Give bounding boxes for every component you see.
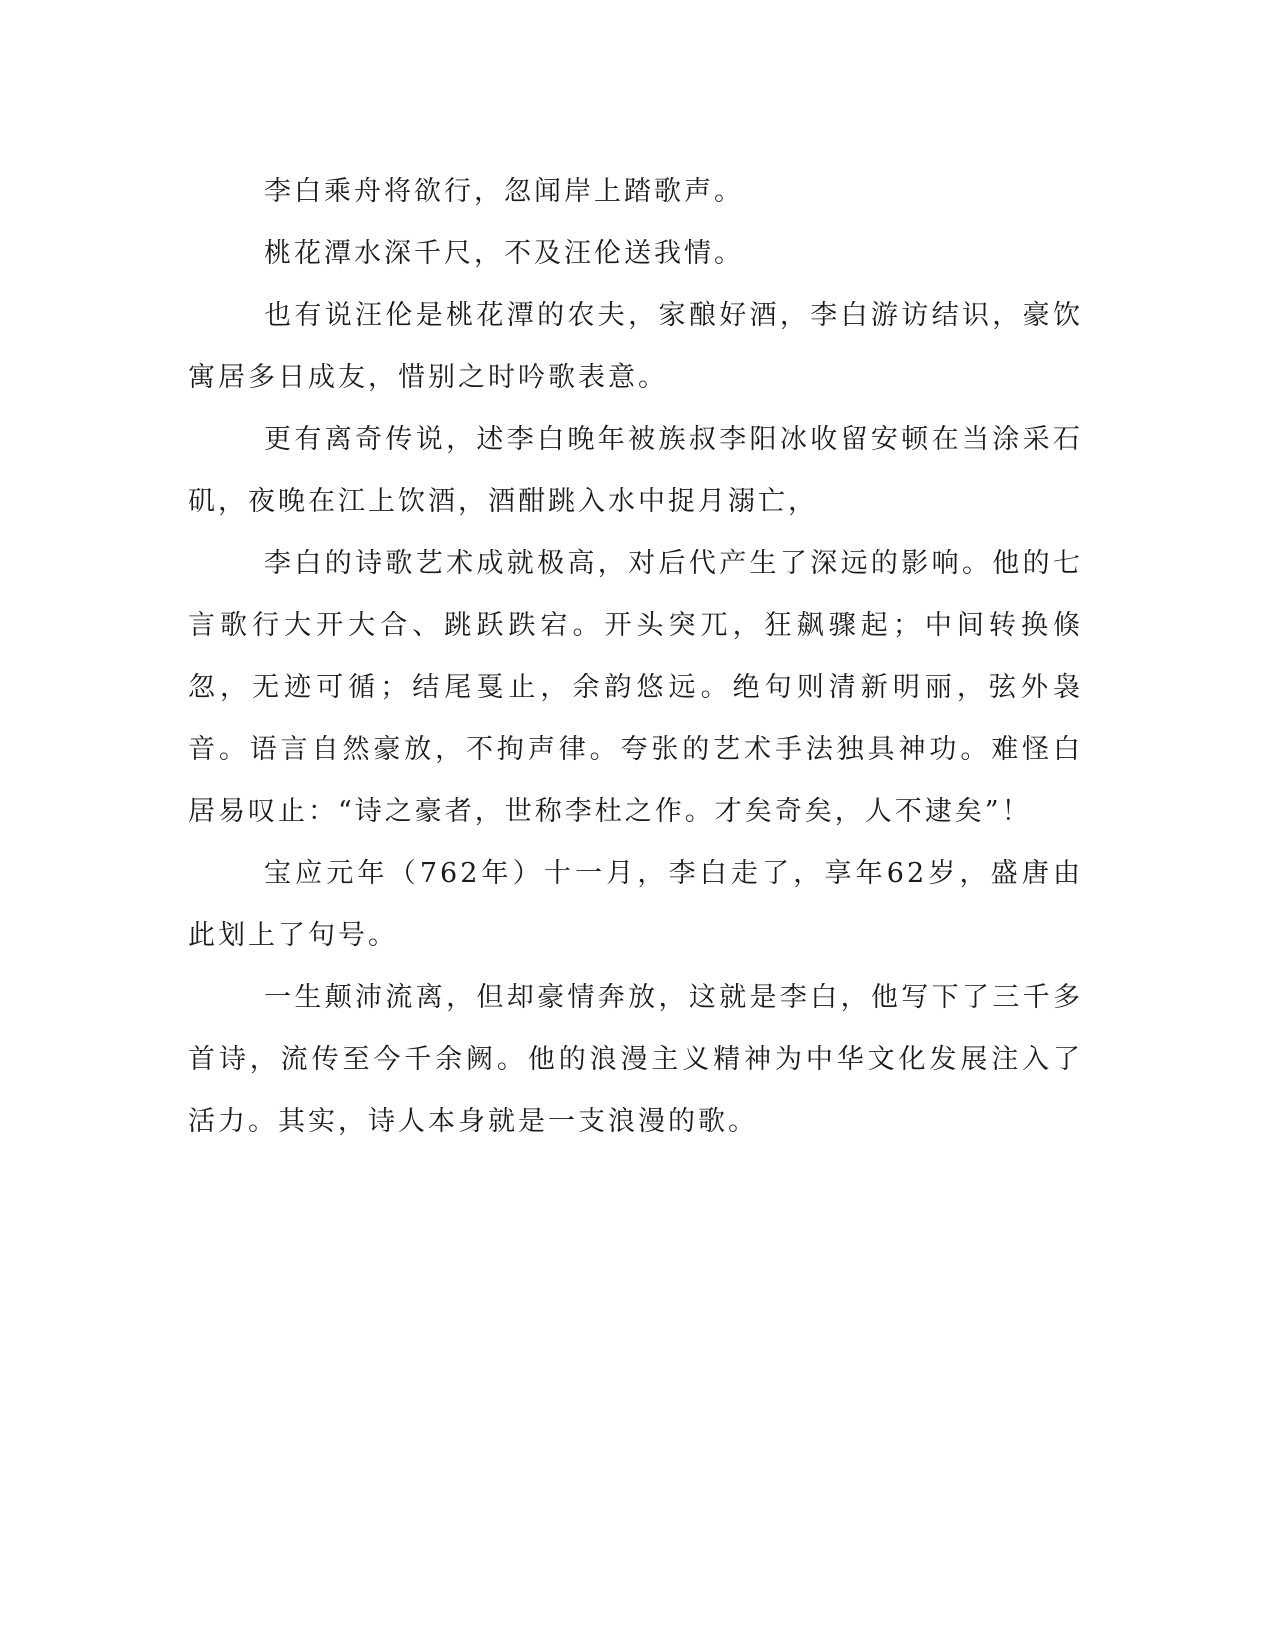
- paragraph-artistry: 李白的诗歌艺术成就极高，对后代产生了深远的影响。他的七言歌行大开大合、跳跃跌宕。开头突兀，狂飙骤起；中间转换倏忽，无迹可循；结尾戛止，余韵悠远。绝句则清新明丽，弦外袅音。语言自然豪放，不拘声律。夸张的艺术手法独具神功。难怪白居易叹止：“诗之豪者，世称李杜之作。才矣奇矣，人不逮矣”！: [188, 548, 1083, 827]
- paragraph-poem-line-1: 李白乘舟将欲行，忽闻岸上踏歌声。: [264, 176, 744, 207]
- document-body: [188, 161, 1083, 1153]
- paragraph-conclusion: 一生颠沛流离，但却豪情奔放，这就是李白，他写下了三千多首诗，流传至今千余阙。他的浪漫主义精神为中华文化发展注入了活力。其实，诗人本身就是一支浪漫的歌。: [188, 982, 1083, 1137]
- paragraph-wang-lun: 也有说汪伦是桃花潭的农夫，家酿好酒，李白游访结识，豪饮寓居多日成友，惜别之时吟歌表意。: [188, 300, 1083, 393]
- paragraph-poem-line-2: 桃花潭水深千尺，不及汪伦送我情。: [264, 238, 744, 269]
- paragraph-legend: 更有离奇传说，述李白晚年被族叔李阳冰收留安顿在当涂采石矶，夜晚在江上饮酒，酒酣跳入水中捉月溺亡，: [188, 424, 1083, 517]
- paragraph-death: 宝应元年（762年）十一月，李白走了，享年62岁，盛唐由此划上了句号。: [188, 858, 1083, 951]
